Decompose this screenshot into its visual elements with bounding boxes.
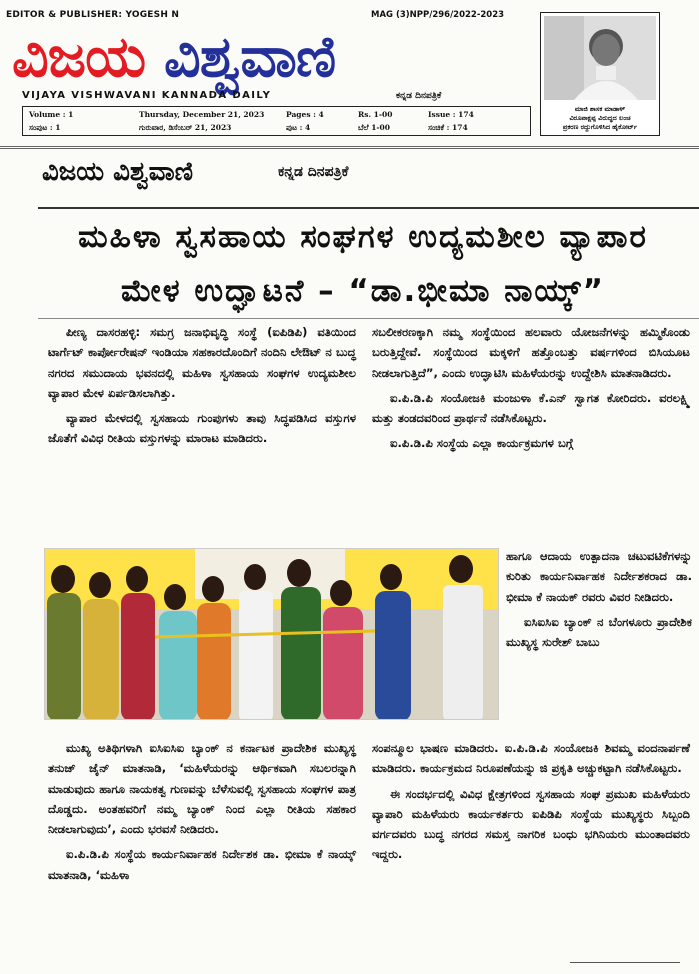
- secondary-subtitle: ಕನ್ನಡ ದಿನಪತ್ರಿಕೆ: [278, 164, 349, 180]
- group-photo-ribbon-cutting: [44, 548, 499, 720]
- article-paragraph: ಈ ಸಂದರ್ಭದಲ್ಲಿ ವಿವಿಧ ಕ್ಷೇತ್ರಗಳಿಂದ ಸ್ವಸಹಾಯ ಸಂಘ ಪ್ರಮುಖ ಮಹಿಳೆಯರು ವ್ಯಾಪಾರಿ ಮಹಿಳೆಯರು ಕಾರ್ಯಕರ್ತರು ಐಪಿಡಿಪಿ ಸಂಸ್ಥೆಯ ಮುಖ್ಯಸ್ಥರು ಸಿಬ್ಬಂದಿ ವರ್ಗದವರು ಬುದ್ಧ ನಗರದ ಸಮಸ್ತ ನಾಗರಿಕ ಬಂಧು ಭಗಿನಿಯರು ಮುಂತಾದವರು ಇದ್ದರು.: [372, 786, 690, 862]
- headline-line-2: ಮೇಳ ಉದ್ಘಾಟನೆ – “ಡಾ.ಭೀಮಾ ನಾಯ್ಕ್”: [121, 273, 605, 309]
- volume-kn: ಸಂಪುಟ : 1: [29, 123, 61, 132]
- price-kn: ಬೆಲೆ 1-00: [358, 123, 390, 132]
- headline-line-1: ಮಹಿಳಾ ಸ್ವಸಹಾಯ ಸಂಘಗಳ ಉದ್ಯಮಶೀಲ ವ್ಯಾಪಾರ: [78, 219, 648, 255]
- newspaper-title: [12, 20, 335, 94]
- article-paragraph: ಐ.ಪಿ.ಡಿ.ಪಿ ಸಂಸ್ಥೆಯ ಎಲ್ಲಾ ಕಾರ್ಯಕ್ರಮಗಳ ಬಗ್ಗೆ: [390, 436, 574, 451]
- caption-line: ಪ್ರಕರಣ ರದ್ದುಗೊಳಿಸಿದ ಹೈಕೋರ್ಟ್: [562, 123, 638, 131]
- headline-divider: [38, 318, 699, 319]
- issue-en: Issue : 174: [428, 109, 474, 119]
- date-en: Thursday, December 21, 2023: [139, 109, 265, 119]
- article-paragraph: ಮುಖ್ಯ ಅತಿಥಿಗಳಾಗಿ ಐಸಿಐಸಿಐ ಬ್ಯಾಂಕ್ ನ ಕರ್ನಾಟಕ ಪ್ರಾದೇಶಿಕ ಮುಖ್ಯಸ್ಥ ತನುಜ್ ಜೈನ್ ಮಾತನಾಡಿ, ‘ಮಹಿಳೆಯರನ್ನು ಆರ್ಥಿಕವಾಗಿ ಸಬಲರನ್ನಾಗಿ ಮಾಡುವುದು ಹಾಗೂ ನಾಯಕತ್ವ ಗುಣವನ್ನು ಬೆಳೆಸುವಲ್ಲಿ ಸ್ವಸಹಾಯ ಸಂಘಗಳ ಪಾತ್ರ ದೊಡ್ಡದು. ಅಂತಹವರಿಗೆ ನಮ್ಮ ಬ್ಯಾಂಕ್ ನಿಂದ ಎಲ್ಲಾ ರೀತಿಯ ಸಹಕಾರ ನೀಡಲಾಗುವುದು’, ಎಂದು ಭರವಸೆ ನೀಡಿದರು.: [48, 741, 356, 837]
- pages-en: Pages : 4: [286, 109, 324, 119]
- paragraph-text: ಸಮಗ್ರ ಜನಾಭಿವೃದ್ಧಿ ಸಂಸ್ಥೆ (ಐಪಿಡಿಪಿ) ವತಿಯಿಂದ ಟಾರ್ಗೆಟ್ ಕಾರ್ಪೋರೇಷನ್ ಇಂಡಿಯಾ ಸಹಕಾರದೊಂದಿಗೆ ನಂದಿನಿ ಲೇಔಟ್ ನ ಬುದ್ಧ ನಗರದ ಸಮುದಾಯ ಭವನದಲ್ಲಿ ಮಹಿಳಾ ಸ್ವಸಹಾಯ ಸಂಘಗಳ ಉದ್ಯಮಶೀಲ ವ್ಯಾಪಾರ ಮೇಳ ಏರ್ಪಡಿಸಲಾಗಿತ್ತು.: [48, 325, 356, 400]
- editor-line: EDITOR & PUBLISHER: YOGESH N: [6, 10, 180, 20]
- headline: [38, 210, 688, 318]
- volume-en: Volume : 1: [29, 109, 74, 119]
- registration-line: MAG (3)NPP/296/2022-2023: [371, 10, 505, 20]
- article-paragraph: ಐಸಿಐಸಿಐ ಬ್ಯಾಂಕ್ ನ ಬೆಂಗಳೂರು ಪ್ರಾದೇಶಿಕ ಮುಖ್ಯಸ್ಥ ಸುರೇಶ್ ಬಾಬು: [506, 614, 692, 650]
- issue-kn: ಸಂಚಿಕೆ : 174: [428, 123, 468, 132]
- article-paragraph: ಸಂಪನ್ಮೂಲ ಭಾಷಣ ಮಾಡಿದರು. ಐ.ಪಿ.ಡಿ.ಪಿ ಸಂಯೋಜಕಿ ಶಿವಮ್ಮ ವಂದನಾರ್ಪಣೆ ಮಾಡಿದರು. ಕಾರ್ಯಕ್ರಮದ ನಿರೂಪಣೆಯನ್ನು ಜಿ ಪ್ರಕೃತಿ ಅಚ್ಚುಕಟ್ಟಾಗಿ ನಡೆಸಿಕೊಟ್ಟರು.: [372, 741, 690, 776]
- issue-info-grid: [22, 106, 531, 136]
- article-paragraph: ಐ.ಪಿ.ಡಿ.ಪಿ ಸಂಯೋಜಕಿ ಮಂಜುಳಾ ಕೆ.ಎನ್ ಸ್ವಾಗತ ಕೋರಿದರು. ವರಲಕ್ಷ್ಮಿ ಮತ್ತು ತಂಡದವರಿಂದ ಪ್ರಾರ್ಥನೆ ನಡೆಸಿಕೊಟ್ಟರು.: [372, 390, 690, 426]
- article-paragraph: ಸಬಲೀಕರಣಕ್ಕಾಗಿ ನಮ್ಮ ಸಂಸ್ಥೆಯಿಂದ ಹಲವಾರು ಯೋಜನೆಗಳನ್ನು ಹಮ್ಮಿಕೊಂಡು ಬರುತ್ತಿದ್ದೇವೆ. ಸಂಸ್ಥೆಯಿಂದ ಮಕ್ಕಳಿಗೆ ಹತ್ತೊಂಬತ್ತು ವರ್ಷಗಳಿಂದ ಬಿಸಿಯೂಟ ನೀಡಲಾಗುತ್ತಿದೆ”, ಎಂದು ಉದ್ಘಾಟಿಸಿ ಮಹಿಳೆಯರನ್ನು ಉದ್ದೇಶಿಸಿ ಮಾತನಾಡಿದರು.: [372, 325, 690, 380]
- article-column-left-top: [48, 322, 356, 454]
- article-column-right-mid: [506, 546, 692, 657]
- article-column-left-bottom: [48, 738, 356, 890]
- caption-line: ವಿರೂಪಾಕ್ಷಪ್ಪ ವಿರುದ್ಧದ ಲಂಚ: [569, 114, 631, 122]
- price-en: Rs. 1-00: [358, 109, 393, 119]
- person-portrait-photo: [544, 16, 656, 100]
- masthead-divider: [0, 146, 699, 149]
- article-paragraph: ಹಾಗೂ ಆದಾಯ ಉತ್ಪಾದನಾ ಚಟುವಟಿಕೆಗಳನ್ನು ಕುರಿತು ಕಾರ್ಯನಿರ್ವಾಹಕ ನಿರ್ದೇಶಕರಾದ ಡಾ. ಭೀಮಾ ಕೆ ನಾಯಕ್ ರವರು ವಿವರ ನೀಡಿದರು.: [506, 549, 692, 604]
- article-paragraph: ವ್ಯಾಪಾರ ಮೇಳದಲ್ಲಿ ಸ್ವಸಹಾಯ ಗುಂಪುಗಳು ತಾವು ಸಿದ್ಧಪಡಿಸಿದ ವಸ್ತುಗಳ ಜೊತೆಗೆ ವಿವಿಧ ರೀತಿಯ ವಸ್ತುಗಳನ್ನು ಮಾರಾಟ ಮಾಡಿದರು.: [48, 411, 356, 446]
- title-word-vijaya: ವಿಜಯ: [12, 24, 146, 90]
- secondary-title: ವಿಜಯ ವಿಶ್ವವಾಣಿ: [42, 157, 194, 187]
- subtitle-kannada: ಕನ್ನಡ ದಿನಪತ್ರಿಕೆ: [396, 91, 442, 101]
- dateline: ಪೀಣ್ಯ ದಾಸರಹಳ್ಳಿ:: [66, 325, 141, 339]
- date-kn: ಗುರುವಾರ, ಡಿಸೆಂಬರ್ 21, 2023: [139, 123, 232, 132]
- title-word-vishwavani: ವಿಶ್ವವಾಣಿ: [163, 24, 336, 90]
- portrait-caption: [543, 105, 657, 132]
- pages-kn: ಪುಟ : 4: [286, 123, 311, 132]
- subtitle-english: VIJAYA VISHWAVANI KANNADA DAILY: [22, 90, 272, 101]
- end-rule: [570, 962, 680, 963]
- article-column-right-bottom: [372, 738, 690, 870]
- article-column-right-top: [372, 322, 690, 459]
- article-paragraph: ಐ.ಪಿ.ಡಿ.ಪಿ ಸಂಸ್ಥೆಯ ಕಾರ್ಯನಿರ್ವಾಹಕ ನಿರ್ದೇಶಕ ಡಾ. ಭೀಮಾ ಕೆ ನಾಯ್ಕ್ ಮಾತನಾಡಿ, ‘ಮಹಿಳಾ: [48, 847, 356, 882]
- caption-line: ಮಾಜಿ ಶಾಸಕ ಮಾಡಾಳ್: [574, 105, 626, 113]
- portrait-box: [540, 12, 660, 136]
- article-paragraph: [48, 322, 356, 403]
- header-divider: [38, 207, 699, 209]
